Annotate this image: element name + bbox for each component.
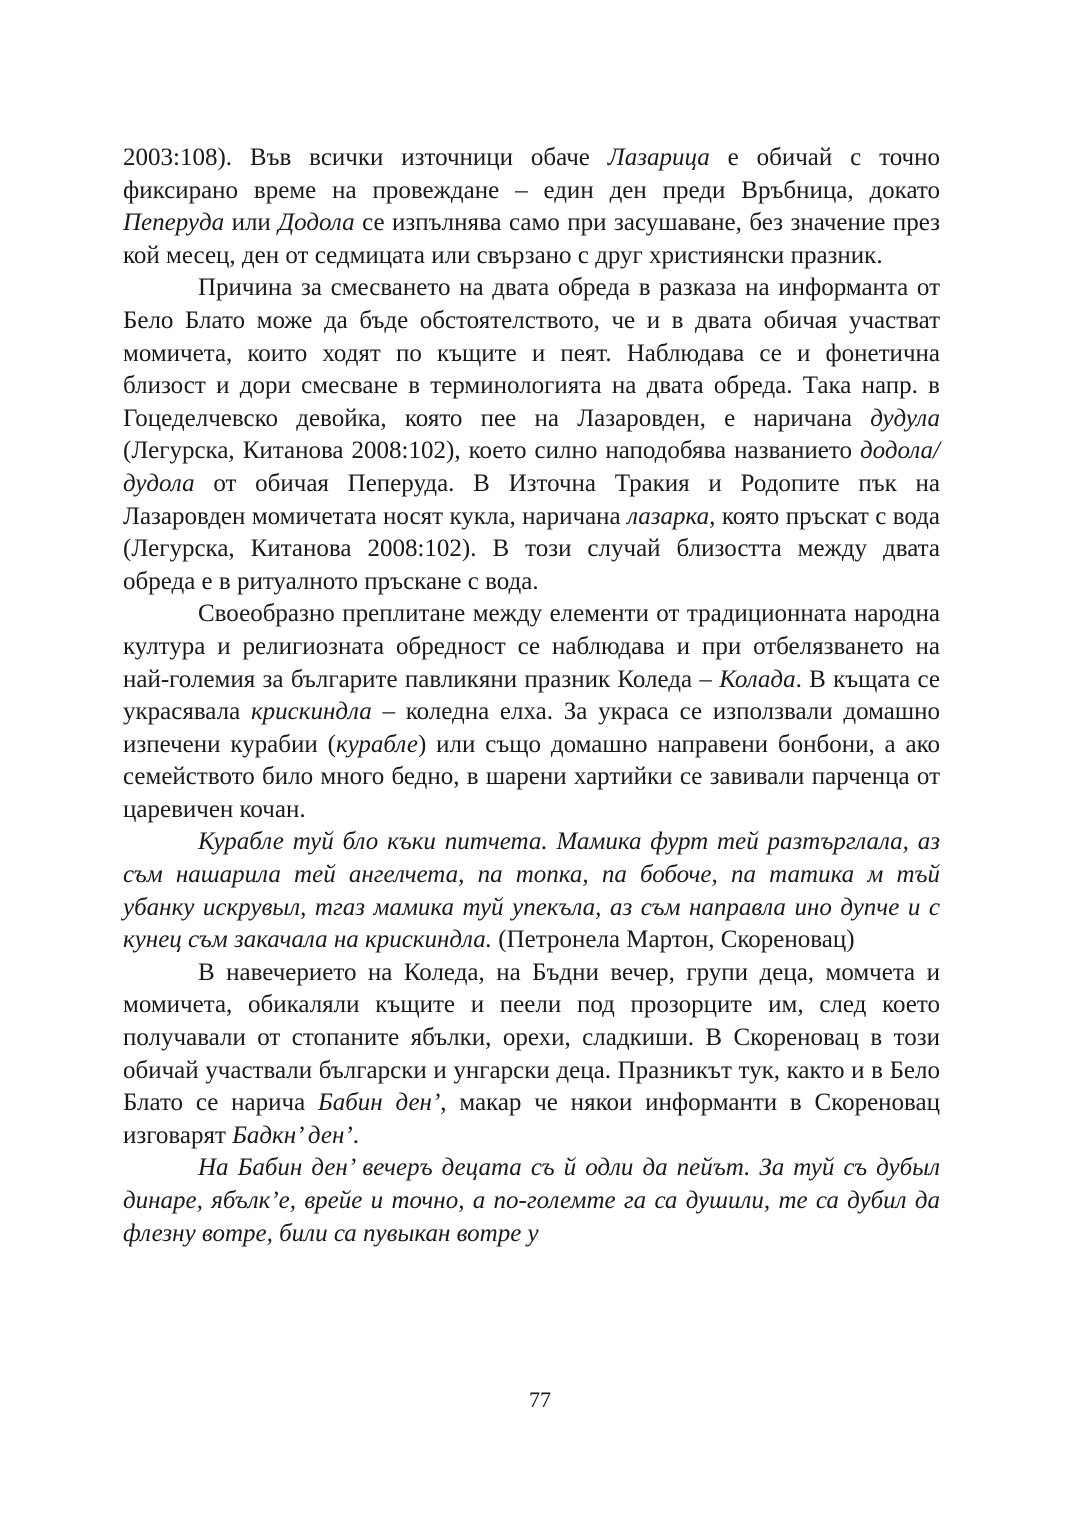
italic-term: дудула xyxy=(870,404,940,432)
text-run: се изпълнява само при засушаване, без значение през кой месец, ден от седмицата или свързано с друг християнски празник. xyxy=(123,209,941,269)
italic-term: Лазарица xyxy=(607,144,710,171)
text-run: . В къщата се украсявала xyxy=(123,665,940,726)
page-number: 77 xyxy=(529,1387,551,1412)
text-run: Причина за смесването на двата обреда в разказа на информанта от Бело Блато може да бъде обстоятелството, че и в двата обичая участват момичета, които ходят по къщите и пеят. Наблюдава се и фонетична близост и дори смесване в терминологията на двата обреда. Така напр. в Гоцеделчевско девойка, която пее на Лазаровден, е наричана xyxy=(123,274,940,432)
paragraph-2 xyxy=(123,598,940,826)
italic-term: додола/ дудола xyxy=(123,437,940,497)
text-run: или xyxy=(224,209,279,237)
italic-term: курабле xyxy=(335,730,418,758)
text-run: , която пръскат с вода (Легурска, Китанова 2008:102). В този случай близостта между двата обреда е в ритуалното пръскане с вода. xyxy=(123,502,940,595)
italic-term: На Бабин ден’ вечеръ децата съ й одли да пейът. За туй съ дубыл динаре, ябълк’е, врейе и точно, а по-големте га са душили, те са дубил да флезну вотре, били са пувыкан вотре у xyxy=(123,1154,940,1247)
paragraph-1 xyxy=(123,272,940,598)
italic-term: Бабин ден’ xyxy=(317,1089,441,1117)
text-run: от обичая Пеперуда. В Източна Тракия и Родопите пък на Лазаровден момичетата носят кукла, наричана xyxy=(123,469,940,530)
text-run: Своеобразно преплитане между елементи от традиционната народна култура и религиозната обредност се наблюдава и при отбелязването на най-големия за българите павликяни празник Коледа – xyxy=(123,600,940,693)
paragraph-4 xyxy=(123,957,940,1153)
italic-term: Бадкн’ ден’ xyxy=(232,1121,353,1149)
italic-term: крискиндла xyxy=(250,698,372,726)
text-run: (Петронела Мартон, Скореновац) xyxy=(492,926,855,954)
italic-term: Курабле туй бло къки питчета. Мамика фурт тей разтърглала, аз съм нашарила тей ангелчета, па топка, па бобоче, па татика м тъй убанку искрувыл, тгаз мамика туй упекъла, аз съм направла ино дупче и с кунец съм закачала на крискиндла. xyxy=(123,828,940,954)
text-run: . xyxy=(352,1121,359,1149)
text-run: В навечерието на Коледа, на Бъдни вечер, групи деца, момчета и момичета, обикаляли къщите и пеели под прозорците им, след което получавали от стопаните ябълки, орехи, сладкиши. В Скореновац в този обичай участвали български и унгарски деца. Празникът тук, както и в Бело Блато се нарича xyxy=(123,958,940,1117)
italic-term: Додола xyxy=(278,209,355,237)
paragraph-0 xyxy=(123,142,940,272)
paragraph-5 xyxy=(123,1152,940,1250)
italic-term: Пеперуда xyxy=(123,209,225,237)
text-run: (Легурска, Китанова 2008:102), което силно наподобява названието xyxy=(123,437,860,465)
paragraph-3 xyxy=(123,826,940,956)
text-run: ) или също домашно направени бонбони, а ако семейството било много бедно, в шарени хартийки се завивали парченца от царевичен кочан. xyxy=(123,730,940,823)
italic-term: Колада xyxy=(719,665,796,693)
text-run: , макар че някои информанти в Скореновац изговарят xyxy=(123,1089,940,1149)
text-run: е обичай с точно фиксирано време на провеждане – един ден преди Връбница, докато xyxy=(123,144,940,204)
text-run: – коледна елха. За украса се използвали домашно изпечени курабии ( xyxy=(123,698,940,758)
text-run: 2003:108). Във всички източници обаче xyxy=(123,144,608,171)
page-body xyxy=(123,142,940,1250)
italic-term: лазарка xyxy=(627,502,710,530)
